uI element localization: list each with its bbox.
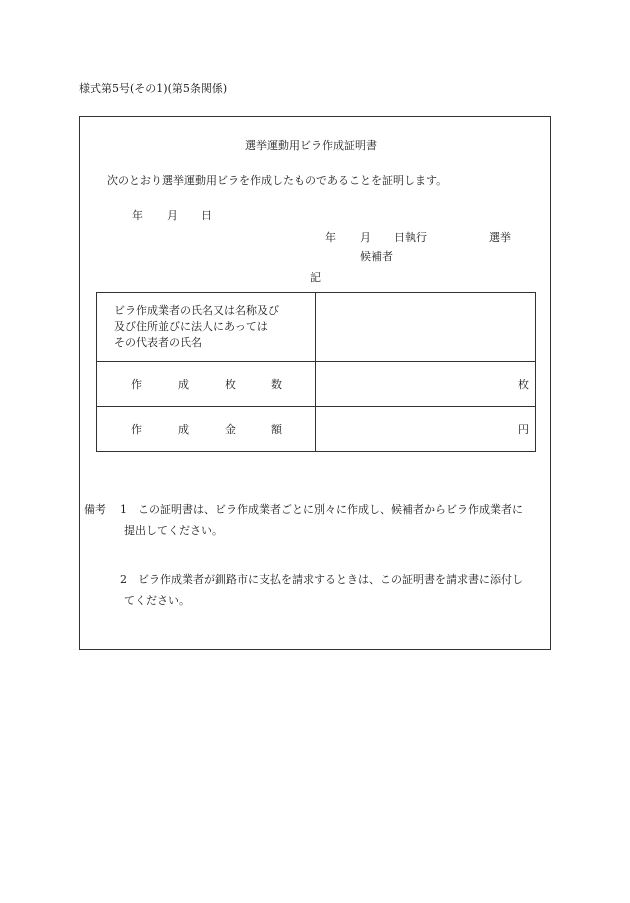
quantity-label-char: 数: [271, 378, 282, 391]
remarks-heading: 備考: [84, 503, 106, 516]
candidate-label: 候補者: [360, 250, 393, 263]
note-2-line-2: てください。: [124, 594, 190, 607]
quantity-label-char: 成: [178, 378, 189, 391]
table-row-amount: [97, 407, 536, 452]
quantity-unit: 枚: [316, 362, 536, 407]
form-number: 様式第5号(その1)(第5条関係): [79, 82, 228, 95]
note-1-line-1: この証明書は、ビラ作成業者ごとに別々に作成し、候補者からビラ作成業者に: [138, 503, 523, 516]
quantity-label-cell: [97, 362, 316, 407]
note-1-line-2: 提出してください。: [124, 524, 223, 537]
vendor-label-line: 及び住所並びに法人にあっては: [114, 320, 268, 333]
amount-label-char: 額: [271, 423, 282, 436]
note-2-number: 2: [120, 573, 127, 586]
form-title: 選挙運動用ビラ作成証明書: [245, 139, 377, 152]
election-year-label: 年: [325, 231, 336, 244]
vendor-value-cell: [316, 293, 536, 362]
amount-label-char: 金: [225, 423, 236, 436]
date-day-label: 日: [201, 209, 212, 222]
election-month-label: 月: [360, 231, 371, 244]
quantity-label-char: 作: [131, 378, 142, 391]
table-row-quantity: [97, 362, 536, 407]
amount-label-cell: [97, 407, 316, 452]
vendor-label-line: その代表者の氏名: [114, 336, 202, 349]
date-month-label: 月: [167, 209, 178, 222]
amount-label-char: 作: [131, 423, 142, 436]
quantity-label-char: 枚: [225, 378, 236, 391]
amount-unit: 円: [316, 407, 536, 452]
table-row-vendor: [97, 293, 536, 362]
detail-table: [96, 292, 536, 452]
amount-label-char: 成: [178, 423, 189, 436]
vendor-label-line: ビラ作成業者の氏名又は名称及び: [114, 304, 279, 317]
note-2-line-1: ビラ作成業者が釧路市に支払を請求するときは、この証明書を請求書に添付し: [138, 573, 523, 586]
date-year-label: 年: [132, 209, 143, 222]
note-1-number: 1: [120, 503, 127, 516]
ki-label: 記: [310, 271, 321, 284]
election-label: 選挙: [489, 231, 511, 244]
vendor-label-cell: [97, 293, 316, 362]
election-day-executed-label: 日執行: [394, 231, 427, 244]
statement-text: 次のとおり選挙運動用ビラを作成したものであることを証明します。: [107, 174, 448, 187]
